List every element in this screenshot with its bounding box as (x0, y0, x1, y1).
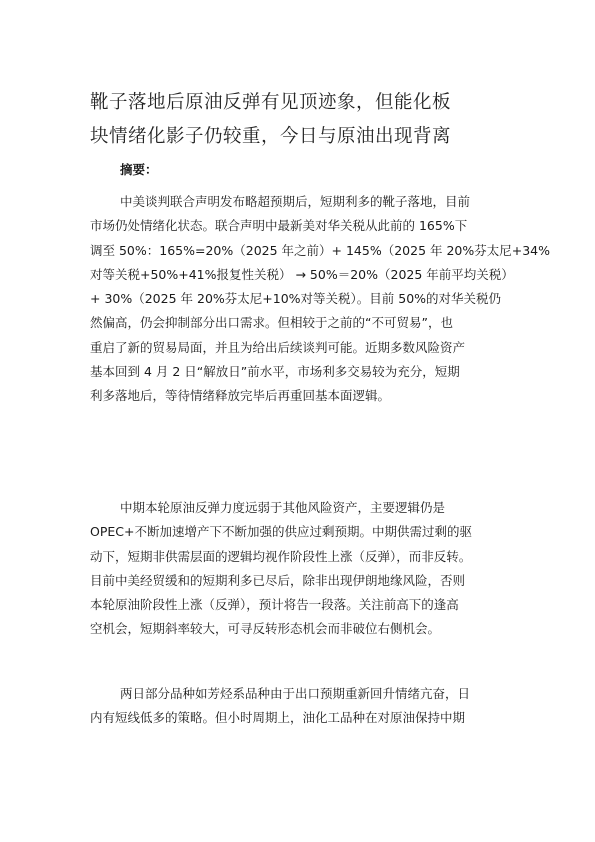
title-line: 块情绪化影子仍较重，今日与原油出现背离 (90, 126, 452, 147)
paragraph-line: 重启了新的贸易局面，并且为给出后续谈判可能。近期多数风险资产 (90, 339, 466, 355)
paragraph-line: 内有短线低多的策略。但小时周期上，油化工品种在对原油保持中期 (90, 710, 466, 726)
paragraph-line: 利多落地后，等待情绪释放完毕后再重回基本面逻辑。 (90, 388, 391, 404)
paragraph-trade-talks (90, 190, 551, 409)
paragraph-line: 空机会，短期斜率较大，可寻反转形态机会而非破位右侧机会。 (90, 621, 441, 637)
paragraph-line: 对等关税+50%+41%报复性关税） → 50%＝20%（2025 年前平均关税） (90, 266, 514, 282)
paragraph-line: 基本回到 4 月 2 日“解放日”前水平，市场利多交易较为充分，短期 (90, 364, 460, 380)
title-line: 靴子落地后原油反弹有见顶迹象，但能化板 (90, 92, 452, 113)
paragraph-line: 本轮原油阶段性上涨（反弹），预计将告一段落。关注前高下的逢高 (90, 597, 459, 613)
abstract-label: 摘要： (120, 162, 158, 177)
paragraph-line: 动下，短期非供需层面的逻辑均视作阶段性上涨（反弹），而非反转。 (90, 548, 472, 564)
paragraph-line: + 30%（2025 年 20%芬太尼+10%对等关税）。目前 50%的对华关税仍 (90, 291, 502, 307)
paragraph-line: 两日部分品种如芳烃系品种由于出口预期重新回升情绪亢奋，日 (120, 686, 471, 701)
paragraph-oil-outlook (90, 496, 515, 642)
paragraph-line: 目前中美经贸缓和的短期利多已尽后，除非出现伊朗地缘风险，否则 (90, 572, 466, 588)
paragraph-line: 市场仍处情绪化状态。联合声明中最新美对华关税从此前的 165%下 (90, 218, 468, 234)
paragraph-line: OPEC+不断加速增产下不断加强的供应过剩预期。中期供需过剩的驱 (90, 524, 472, 540)
paragraph-chemicals (90, 682, 515, 731)
paragraph-line: 中美谈判联合声明发布略超预期后，短期利多的靴子落地，目前 (120, 194, 471, 209)
paragraph-line: 中期本轮原油反弹力度远弱于其他风险资产，主要逻辑仍是 (120, 500, 446, 515)
document-title (90, 86, 520, 154)
paragraph-line: 然偏高，仍会抑制部分出口需求。但相较于之前的“不可贸易”，也 (90, 315, 453, 331)
paragraph-line: 调至 50%：165%=20%（2025 年之前）+ 145%（2025 年 20%芬太尼+34% (90, 242, 551, 258)
